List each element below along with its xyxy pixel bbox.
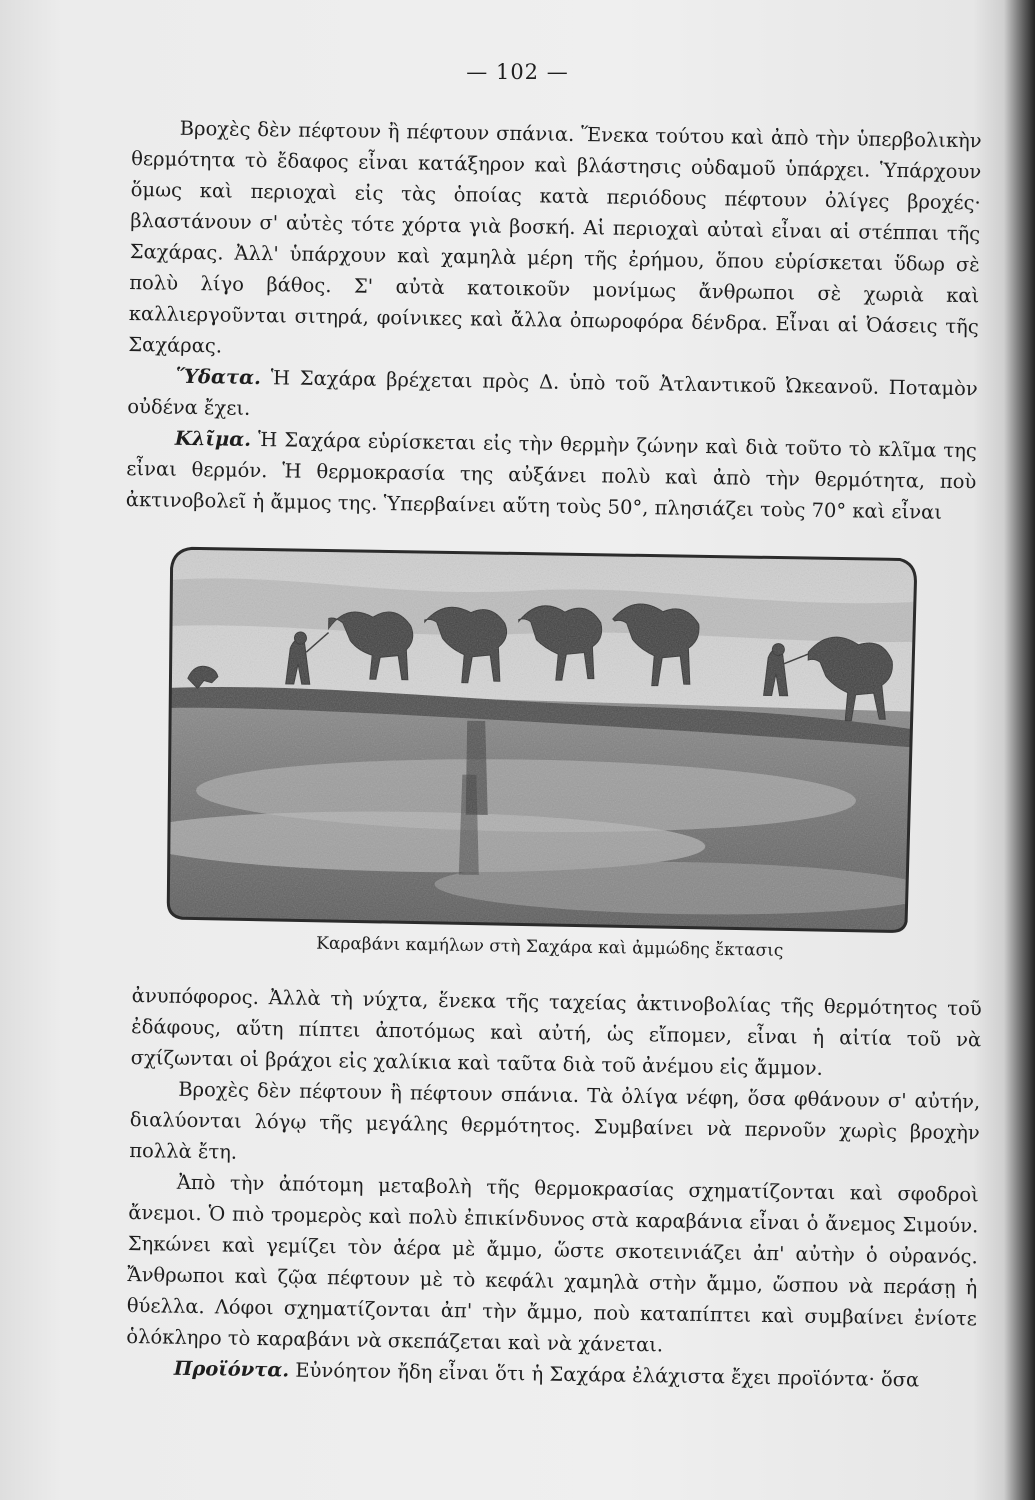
paragraph-text: ἀνυπόφορος. Ἀλλὰ τὴ νύχτα, ἕνεκα τῆς ταχείας ἀκτινοβολίας τῆς θερμότητος τοῦ ἐδάφους, αὕτη πίπτει ἀποτόμως καὶ αὐτή, ὡς εἴπομεν, εἶναι ἡ αἰτία τοῦ νὰ σχίζωνται οἱ βράχοι εἰς χαλίκια καὶ ταῦτα διὰ τοῦ ἀνέμου εἰς ἄμμον. [130, 983, 982, 1080]
section-heading-waters: Ὕδατα. [175, 364, 262, 390]
section-heading-climate: Κλῖμα. [174, 426, 252, 451]
paragraph-night-cooling [131, 980, 982, 1086]
caravan-photograph [164, 540, 920, 934]
paragraph-text: Ἡ Σαχάρα εὑρίσκεται εἰς τὴν θερμὴν ζώνην καὶ διὰ τοῦτο τὸ κλῖμα της εἶναι θερμόν. Ἡ θερμοκρασία της αὐξάνει πολὺ καὶ ἀπὸ τὴν θερμότητα, ποὺ ἀκτινοβολεῖ ἡ ἄμμος της. Ὑπερβαίνει αὕτη τοὺς 50°, πλησιάζει τοὺς 70° καὶ εἶναι [125, 428, 977, 524]
section-heading-products: Προϊόντα. [173, 1356, 290, 1382]
figure-caption: Καραβάνι καμήλων στὴ Σαχάρα καὶ ἀμμώδης ἔκτασις [316, 933, 784, 961]
paragraph-rainfall [128, 112, 982, 373]
paragraph-text: Ἡ Σαχάρα βρέχεται πρὸς Δ. ὑπὸ τοῦ Ἀτλαντικοῦ Ὠκεανοῦ. Ποταμὸν οὐδένα ἔχει. [127, 366, 978, 420]
paragraph-text: Βροχὲς δὲν πέφτουν ἢ πέφτουν σπάνια. Ἕνεκα τούτου καὶ ἀπὸ τὴν ὑπερβολικὴν θερμότητα τὸ ἔδαφος εἶναι κατάξηρον καὶ βλάστησις οὐδαμοῦ ὑπάρχει. Ὑπάρχουν ὅμως καὶ περιοχαὶ εἰς τὰς ὁποίας κατὰ περιόδους πέφτουν ὀλίγες βροχές· βλαστάνουν σ' αὐτὲς τότε χόρτα γιὰ βοσκή. Αἱ περιοχαὶ αὐταὶ εἶναι αἱ στέππαι τῆς Σαχάρας. Ἀλλ' ὑπάρχουν καὶ χαμηλὰ μέρη τῆς ἐρήμου, ὅπου εὑρίσκεται ὕδωρ σὲ πολὺ λίγο βάθος. Σ' αὐτὰ κατοικοῦν μονίμως ἄνθρωποι σὲ χωριὰ καὶ καλλιεργοῦνται σιτηρά, φοίνικες καὶ ἄλλα ὀπωροφόρα δένδρα. Εἶναι αἱ Ὀάσεις τῆς Σαχάρας. [128, 116, 982, 358]
paragraph-text: Εὐνόητον ἤδη εἶναι ὅτι ἡ Σαχάρα ἐλάχιστα ἔχει προϊόντα· ὅσα [295, 1358, 920, 1392]
caravan-illustration [164, 540, 920, 934]
bottom-text-block [126, 980, 982, 1396]
paragraph-text: Βροχὲς δὲν πέφτουν ἢ πέφτουν σπάνια. Τὰ ὀλίγα νέφη, ὅσα φθάνουν σ' αὐτήν, διαλύονται λόγῳ τῆς μεγάλης θερμότητος. Συμβαίνει νὰ περνοῦν χωρὶς βροχὴν πολλὰ ἔτη. [129, 1077, 981, 1164]
paragraph-text: Ἀπὸ τὴν ἀπότομη μεταβολὴ τῆς θερμοκρασίας σχηματίζονται καὶ σφοδροὶ ἄνεμοι. Ὁ πιὸ τρομερὸς καὶ πολὺ ἐπικίνδυνος στὰ καραβάνια εἶναι ὁ ἄνεμος Σιμούν. Σηκώνει καὶ γεμίζει τὸν ἀέρα μὲ ἄμμο, ὥστε σκοτεινιάζει ἀπ' αὐτὴν ὁ οὐρανός. Ἄνθρωποι καὶ ζῷα πέφτουν μὲ τὸ κεφάλι χαμηλὰ στὴν ἄμμο, ὥσπου νὰ περάσῃ ἡ θύελλα. Λόφοι σχηματίζονται ἀπ' τὴν ἄμμο, ποὺ καταπίπτει καὶ συμβαίνει ἐνίοτε ὁλόκληρο τὸ καραβάνι νὰ σκεπάζεται καὶ νὰ χάνεται. [126, 1170, 979, 1357]
page-number: — 102 — [466, 60, 569, 84]
top-text-block [126, 112, 982, 528]
paragraph-rain-clouds [129, 1073, 980, 1179]
paragraph-climate [126, 422, 977, 528]
paragraph-simoom-wind [126, 1166, 979, 1365]
